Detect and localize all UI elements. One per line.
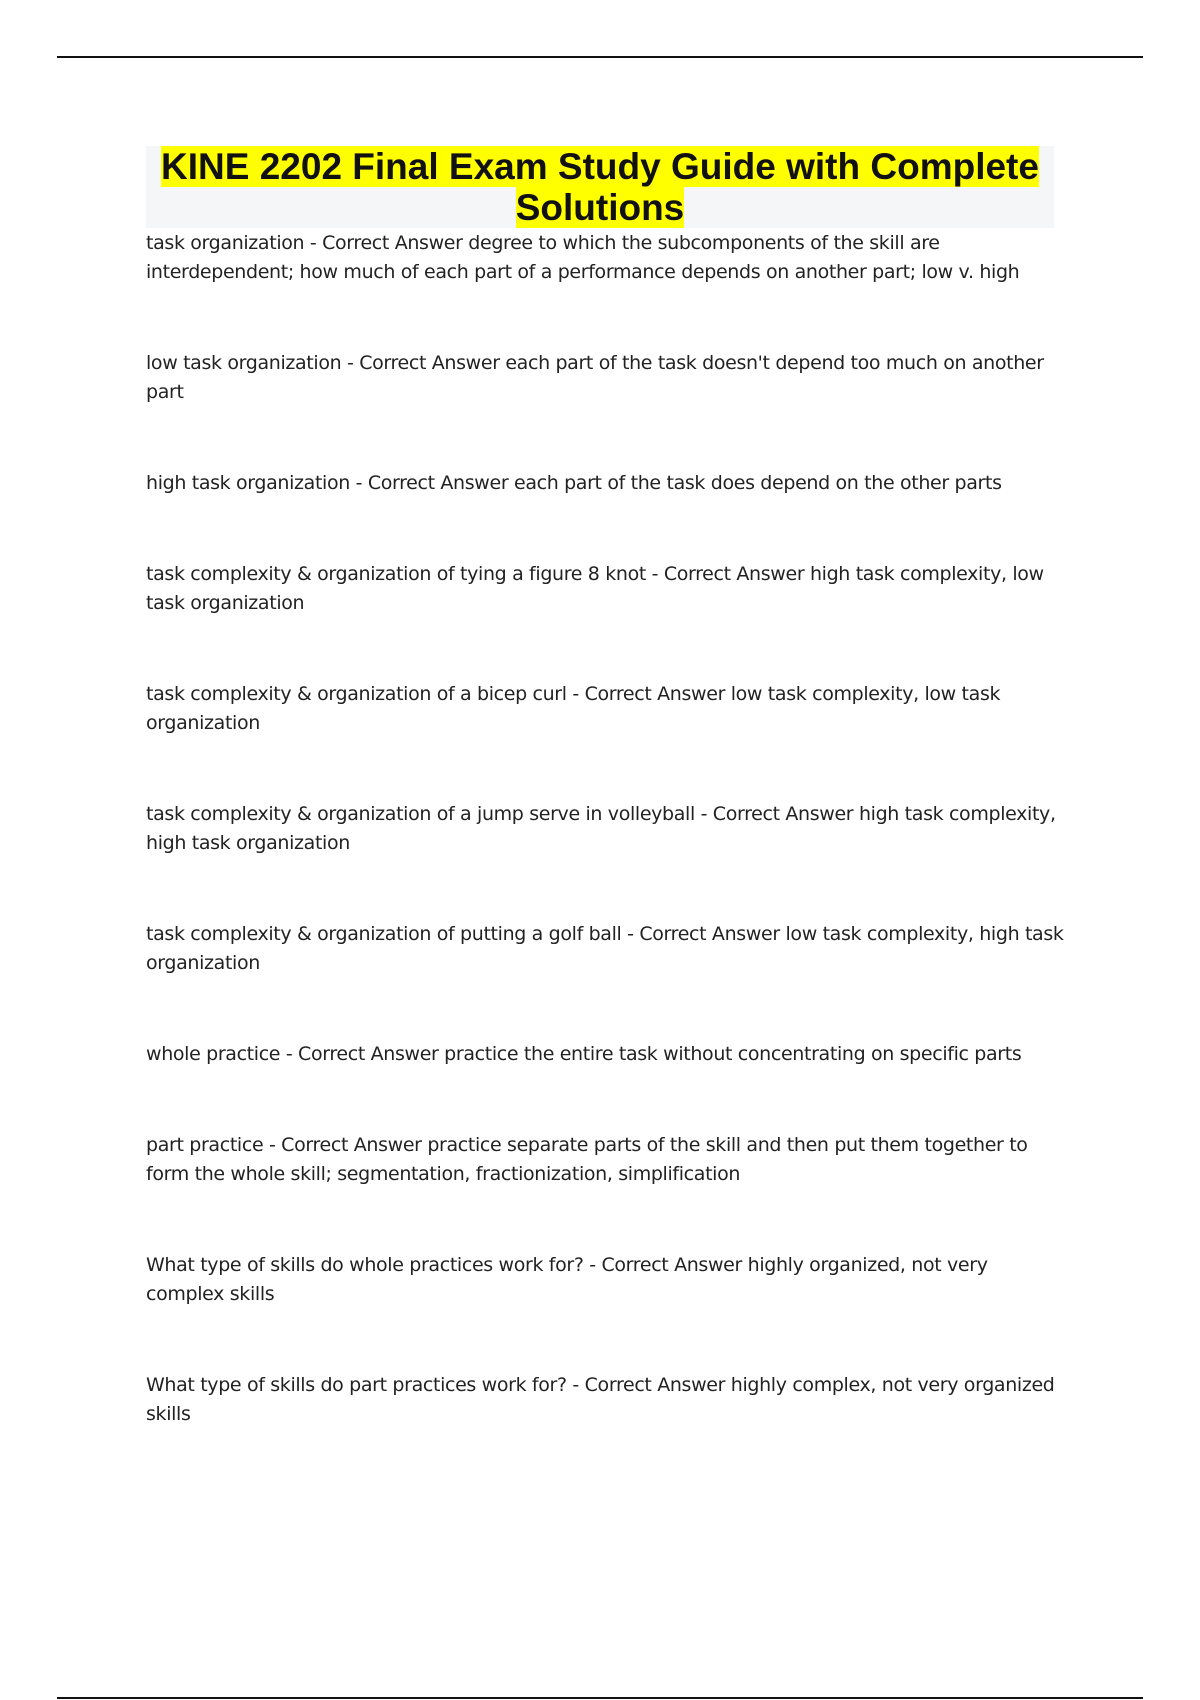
title-line-1: KINE 2202 Final Exam Study Guide with Complete xyxy=(161,146,1039,187)
qa-entry-figure-8-knot: task complexity & organization of tying a figure 8 knot - Correct Answer high task complexity, low task organization xyxy=(146,563,1044,614)
qa-entry-low-task-organization: low task organization - Correct Answer each part of the task doesn't depend too much on another part xyxy=(146,352,1044,403)
qa-entry-part-practice-skills: What type of skills do part practices work for? - Correct Answer highly complex, not very organized skills xyxy=(146,1374,1055,1425)
qa-entry-jump-serve: task complexity & organization of a jump serve in volleyball - Correct Answer high task complexity, high task organization xyxy=(146,803,1056,854)
qa-entry-whole-practice-skills: What type of skills do whole practices work for? - Correct Answer highly organized, not very complex skills xyxy=(146,1254,988,1305)
document-title xyxy=(146,146,1054,228)
qa-entry-whole-practice: whole practice - Correct Answer practice the entire task without concentrating on specific parts xyxy=(146,1043,1022,1065)
bottom-rule xyxy=(57,1697,1143,1699)
qa-entry-part-practice: part practice - Correct Answer practice separate parts of the skill and then put them together to form the whole skill; segmentation, fractionization, simplification xyxy=(146,1134,1028,1185)
qa-entry-high-task-organization: high task organization - Correct Answer each part of the task does depend on the other parts xyxy=(146,472,1002,494)
qa-entry-task-organization: task organization - Correct Answer degree to which the subcomponents of the skill are interdependent; how much of each part of a performance depends on another part; low v. high xyxy=(146,232,1020,283)
top-rule xyxy=(57,56,1143,58)
qa-entry-golf-putt: task complexity & organization of putting a golf ball - Correct Answer low task complexity, high task organization xyxy=(146,923,1064,974)
title-block xyxy=(146,146,1054,228)
title-line-2: Solutions xyxy=(515,187,685,228)
qa-entry-bicep-curl: task complexity & organization of a bicep curl - Correct Answer low task complexity, low task organization xyxy=(146,683,1001,734)
